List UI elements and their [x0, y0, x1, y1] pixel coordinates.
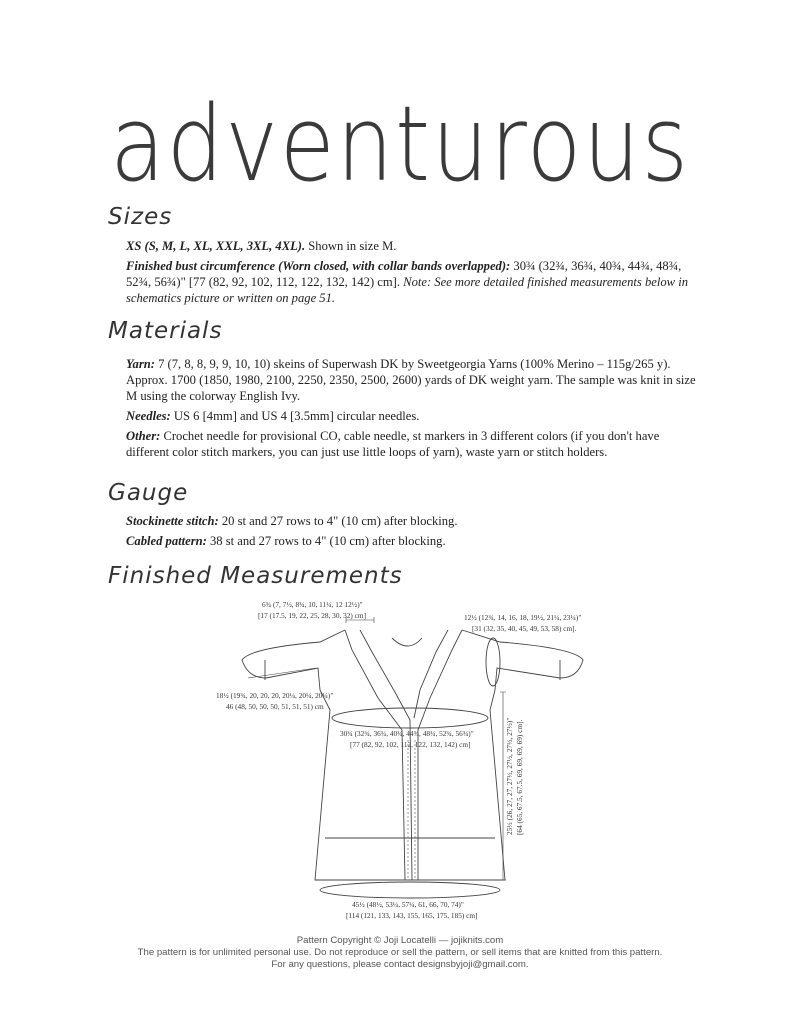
yarn-paragraph: [126, 356, 704, 404]
length-cm: [64 (65, 67.5, 67.5, 69, 69, 69, 69) cm].: [515, 719, 524, 835]
bust-paragraph: [126, 258, 704, 306]
upper-arm-cm: [31 (32, 35, 40, 45, 49, 53, 58) cm].: [472, 624, 577, 633]
stockinette-text: 20 st and 27 rows to 4" (10 cm) after blocking.: [221, 514, 458, 528]
neck-cm: [17 (17.5, 19, 22, 25, 28, 30, 32) cm]: [258, 611, 367, 620]
sizes-line: [126, 238, 704, 254]
stockinette-label: Stockinette stitch:: [126, 514, 219, 528]
upper-arm-in: 12½ (12¾, 14, 16, 18, 19½, 21¼, 23¼)": [464, 613, 582, 622]
materials-heading: Materials: [108, 318, 223, 344]
yarn-label: Yarn:: [126, 357, 155, 371]
other-text: Crochet needle for provisional CO, cable needle, st markers in 3 different colors (if you don't have different color stitch markers, you can just use little loops of yarn), waste yarn or stitch holders.: [126, 429, 660, 459]
bust-cm: [77 (82, 92, 102, 112, 122, 132, 142) cm]: [350, 740, 471, 749]
cabled-line: [126, 533, 704, 549]
neck-in: 6¾ (7, 7½, 8¾, 10, 11¼, 12 12½)": [262, 600, 363, 609]
hem-in: 45½ (48½, 53¼, 57¼, 61, 66, 70, 74)": [352, 900, 464, 909]
length-in: 25½ (26, 27, 27, 27½, 27½, 27½, 27½)": [505, 717, 514, 835]
needles-label: Needles:: [126, 409, 171, 423]
stockinette-line: [126, 513, 704, 529]
cabled-text: 38 st and 27 rows to 4" (10 cm) after blocking.: [209, 534, 446, 548]
bust-note: Note: See more detailed finished measurements below in schematics picture or written on page 51.: [126, 275, 688, 305]
collar-right-inner: [414, 630, 448, 718]
bust-label: Finished bust circumference (Worn closed, with collar bands overlapped):: [126, 259, 511, 273]
upper-arm-ellipse: [486, 638, 500, 686]
needles-text: US 6 [4mm] and US 4 [3.5mm] circular needles.: [173, 409, 420, 423]
bust-value: 30¾ (32¾, 36¾, 40¾, 44¾, 48¾, 52¾, 56¾)" [77 (82, 92, 102, 112, 122, 132, 142) cm].: [126, 259, 682, 289]
other-label: Other:: [126, 429, 161, 443]
footer-usage: The pattern is for unlimited personal use. Do not reproduce or sell the pattern, or sell items that are knitted from this pattern.: [137, 947, 663, 958]
measurements-heading: Finished Measurements: [108, 563, 403, 589]
collar-right: [418, 630, 462, 880]
cabled-label: Cabled pattern:: [126, 534, 207, 548]
sizes-label: XS (S, M, L, XL, XXL, 3XL, 4XL).: [126, 239, 306, 253]
footer-contact: For any questions, please contact designsbyjoji@gmail.com.: [271, 959, 529, 970]
collar-left: [345, 630, 405, 880]
sleeve-dim-line: [248, 668, 316, 678]
sleeve-cm: 46 (48, 50, 50, 50, 51, 51, 51) cm: [226, 702, 324, 711]
sizes-heading: Sizes: [108, 204, 173, 230]
body-outline: [242, 630, 583, 880]
sleeve-in: 18½ (19¾, 20, 20, 20, 20¼, 20¼, 20¼)": [216, 691, 334, 700]
needles-paragraph: [126, 408, 704, 424]
other-paragraph: [126, 428, 704, 460]
hem-ellipse: [320, 882, 500, 898]
footer-copyright: Pattern Copyright © Joji Locatelli — jojiknits.com: [296, 935, 504, 946]
pattern-title: adventurous: [110, 83, 690, 205]
gauge-heading: Gauge: [108, 480, 189, 506]
sizes-note: Shown in size M.: [308, 239, 397, 253]
neckline: [392, 638, 422, 646]
hem-cm: [114 (121, 133, 143, 155, 165, 175, 185) cm]: [346, 911, 478, 920]
cardigan-schematic: [0, 590, 800, 930]
yarn-text: 7 (7, 8, 8, 9, 9, 10, 10) skeins of Superwash DK by Sweetgeorgia Yarns (100% Merino – 115g/265 y). Approx. 1700 (1850, 1980, 2100, 2250, 2350, 2500, 2600) yards of DK weight yarn. The sample was knit in size M using the colorway English Ivy.: [126, 357, 696, 403]
bust-in: 30¾ (32¾, 36¾, 40¾, 44¾, 48¾, 52¾, 56¾)": [340, 729, 474, 738]
